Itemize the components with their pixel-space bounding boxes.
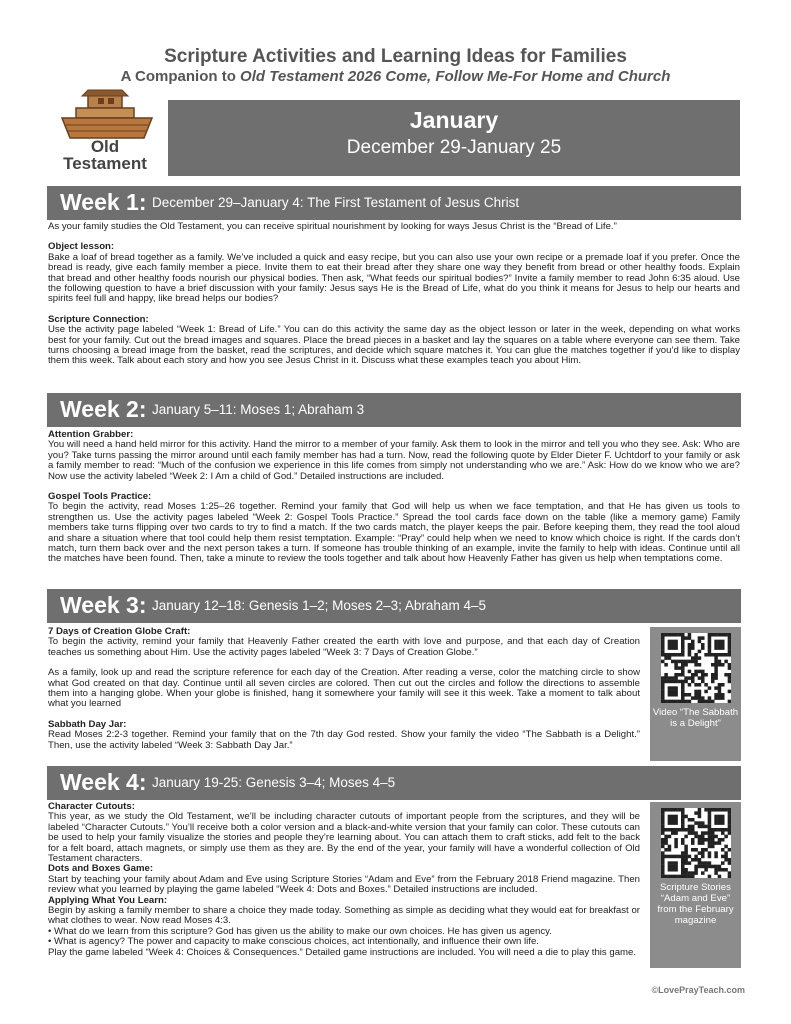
qr-code-icon xyxy=(661,633,731,703)
page-subtitle xyxy=(0,68,791,85)
section-body: To begin the activity, remind your family that Heavenly Father created the earth with love and purpose, and that each day of Creation teaches us something about Him. Use the activity pages labeled “Week 3: 7 Days of Creation Globe.” xyxy=(48,636,640,658)
month-name: January xyxy=(409,107,499,133)
week-3-content xyxy=(48,627,640,751)
week-3-bar xyxy=(47,589,741,623)
section-heading: Character Cutouts: xyxy=(48,801,135,812)
section-body: Bake a loaf of bread together as a family. We’ve included a quick and easy recipe, but you can also use your own recipe or a premade loaf if you prefer. Once the bread is ready, give each family member a piece. Invite them to eat their bread after they share one way they benefit from bread or other healthy foods. Explain that bread and other healthy foods nourish our physical bodies. Then ask, “What feeds our spiritual bodies?” Invite a family member to read John 6:35 aloud. Use the following question to have a brief discussion with your family: Jesus says He is the Bread of Life, what do you think it means for Jesus to help our hearts and spirits feel full and happy, like bread helps our bodies? xyxy=(48,251,740,305)
qr-code-icon xyxy=(661,808,731,878)
qr-sabbath-video[interactable] xyxy=(650,627,741,761)
month-banner xyxy=(168,100,740,176)
section-body: Read Moses 2:2-3 together. Remind your family that on the 7th day God rested. Show your family the video “The Sabbath is a Delight.” Then, use the activity labeled “Week 3: Sabbath Day Jar.” xyxy=(48,729,640,751)
week-2-bar xyxy=(47,393,741,427)
qr-caption: Video “The Sabbath is a Delight” xyxy=(652,707,739,729)
week-label: Week 4: xyxy=(60,769,147,795)
week-4-bar xyxy=(47,766,741,800)
section-heading: Sabbath Day Jar: xyxy=(48,718,127,730)
week-1-intro: As your family studies the Old Testament, you can receive spiritual nourishment by looking for ways Jesus Christ is the “Bread of Life.” xyxy=(48,221,617,232)
section-body-2: As a family, look up and read the scripture reference for each day of the Creation. After reading a verse, color the matching circle to show what God created on that day. Continue until all seven circles are colored. Then cut out the circles and follow the directions to assemble them into a hanging globe. When your globe is finished, hang it somewhere your family will see it this week. Take a moment to talk about what you learned xyxy=(48,667,640,710)
section-body-2: Play the game labeled “Week 4: Choices & Consequences.” Detailed game instructions are included. You will need a die to play this game. xyxy=(48,946,637,958)
section-body: Start by teaching your family about Adam and Eve using Scripture Stories “Adam and Eve” from the February 2018 Friend magazine. Then review what you learned by playing the game labeled “Week 4: Dots and Boxes.” Detailed instructions are included. xyxy=(48,873,640,896)
footer-credit: ©LovePrayTeach.com xyxy=(651,985,745,995)
section-heading: Gospel Tools Practice: xyxy=(48,491,152,503)
week-label: Week 1: xyxy=(60,189,147,215)
page-title: Scripture Activities and Learning Ideas for Families xyxy=(164,46,627,67)
qr-caption: Scripture Stories “Adam and Eve” from the February magazine xyxy=(657,882,734,926)
bullet-item: • What do we learn from this scripture? God has given us the ability to make our own choices. He has given us agency. xyxy=(48,925,552,937)
qr-adam-eve-story[interactable] xyxy=(650,802,741,968)
section-heading: Applying What You Learn: xyxy=(48,894,168,906)
week-1-content xyxy=(48,222,740,367)
section-body: To begin the activity, read Moses 1:25–26 together. Remind your family that God will help us when we face temptation, and that He has given us tools to strengthen us. Use the activity pages labeled “Week 2: Gospel Tools Practice.” Spread the tool cards face down on the table (like a memory game) Family members take turns flipping over two cards to try to find a match. If the two cards match, the player keeps the pair. Before keeping them, they read the tool aloud and share a situation where that tool could help them resist temptation. Example: “Pray” could help when we need to know which choice is right. If the cards don’t match, turn them back over and the next person takes a turn. If someone has trouble thinking of an example, invite the family to help with ideas. Continue until all the matches have been found. Then, take a minute to review the tools together and talk about how Heavenly Father has given us help when temptations come. xyxy=(48,501,740,565)
section-body: This year, as we study the Old Testament, we’ll be including character cutouts of important people from the scriptures, and they will be labeled “Character Cutouts.” You’ll receive both a color version and a black-and-white version that your family can color. These cutouts can be used to help your family visualize the stories and people they’re learning about. You can attach them to craft sticks, add felt to the back for a felt board, attach magnets, or simply use them as they are. By the end of the year, your family will have a wonderful collection of Old Testament characters. xyxy=(48,811,640,865)
section-body: Use the activity page labeled “Week 1: Bread of Life.” You can do this activity the same day as the object lesson or later in the week, depending on what works best for your family. Cut out the bread images and squares. Place the bread pieces in a basket and lay the squares on a table where everyone can see them. Take turns choosing a bread image from the basket, read the scriptures, and decide which square matches it. You can glue the matches together if you’d like to display them this week. Talk about each story and how you see Jesus Christ in it. Discuss what these examples teach you about Him. xyxy=(48,324,740,367)
week-4-content xyxy=(48,802,640,958)
week-title: January 5–11: Moses 1; Abraham 3 xyxy=(152,402,365,417)
section-body: You will need a hand held mirror for this activity. Hand the mirror to a member of your family. Ask them to look in the mirror and tell you who they see. Ask: Who are you? Take turns passing the mirror around until each family member has had a turn. Now, read the following quote by Elder Dieter F. Uchtdorf to your family or ask a family member to read: “Much of the confusion we experience in this life comes from simply not understanding who we are.” Ask: How do we know who we are? Now use the activity labeled “Week 2: I Am a child of God.” Detailed instructions are included. xyxy=(48,439,740,482)
logo-line-2: Testament xyxy=(63,154,147,173)
section-heading: Dots and Boxes Game: xyxy=(48,863,154,875)
section-heading: Object lesson: xyxy=(48,241,115,253)
week-1-bar xyxy=(47,186,741,220)
logo-line-1: Old xyxy=(90,137,120,156)
logo-label xyxy=(44,138,166,172)
subtitle-prefix: A Companion to xyxy=(120,68,241,85)
week-title: December 29–January 4: The First Testament of Jesus Christ xyxy=(152,195,520,210)
week-title: January 12–18: Genesis 1–2; Moses 2–3; Abraham 4–5 xyxy=(152,598,486,613)
section-heading: Attention Grabber: xyxy=(48,429,134,440)
section-heading: Scripture Connection: xyxy=(48,313,149,325)
bullet-item: • What is agency? The power and capacity to make conscious choices, act intentionally, and influence their own life. xyxy=(48,936,539,948)
section-body: Begin by asking a family member to share a choice they made today. Something as simple as deciding what they would eat for breakfast or what clothes to wear. Now read Moses 4:3. xyxy=(48,905,640,927)
week-2-content xyxy=(48,430,740,565)
month-dates: December 29-January 25 xyxy=(346,137,562,158)
week-label: Week 2: xyxy=(60,396,147,422)
subtitle-italic: Old Testament 2026 Come, Follow Me-For Home and Church xyxy=(240,68,671,85)
week-title: January 19-25: Genesis 3–4; Moses 4–5 xyxy=(152,775,396,790)
section-heading: 7 Days of Creation Globe Craft: xyxy=(48,626,191,637)
week-label: Week 3: xyxy=(60,592,147,618)
